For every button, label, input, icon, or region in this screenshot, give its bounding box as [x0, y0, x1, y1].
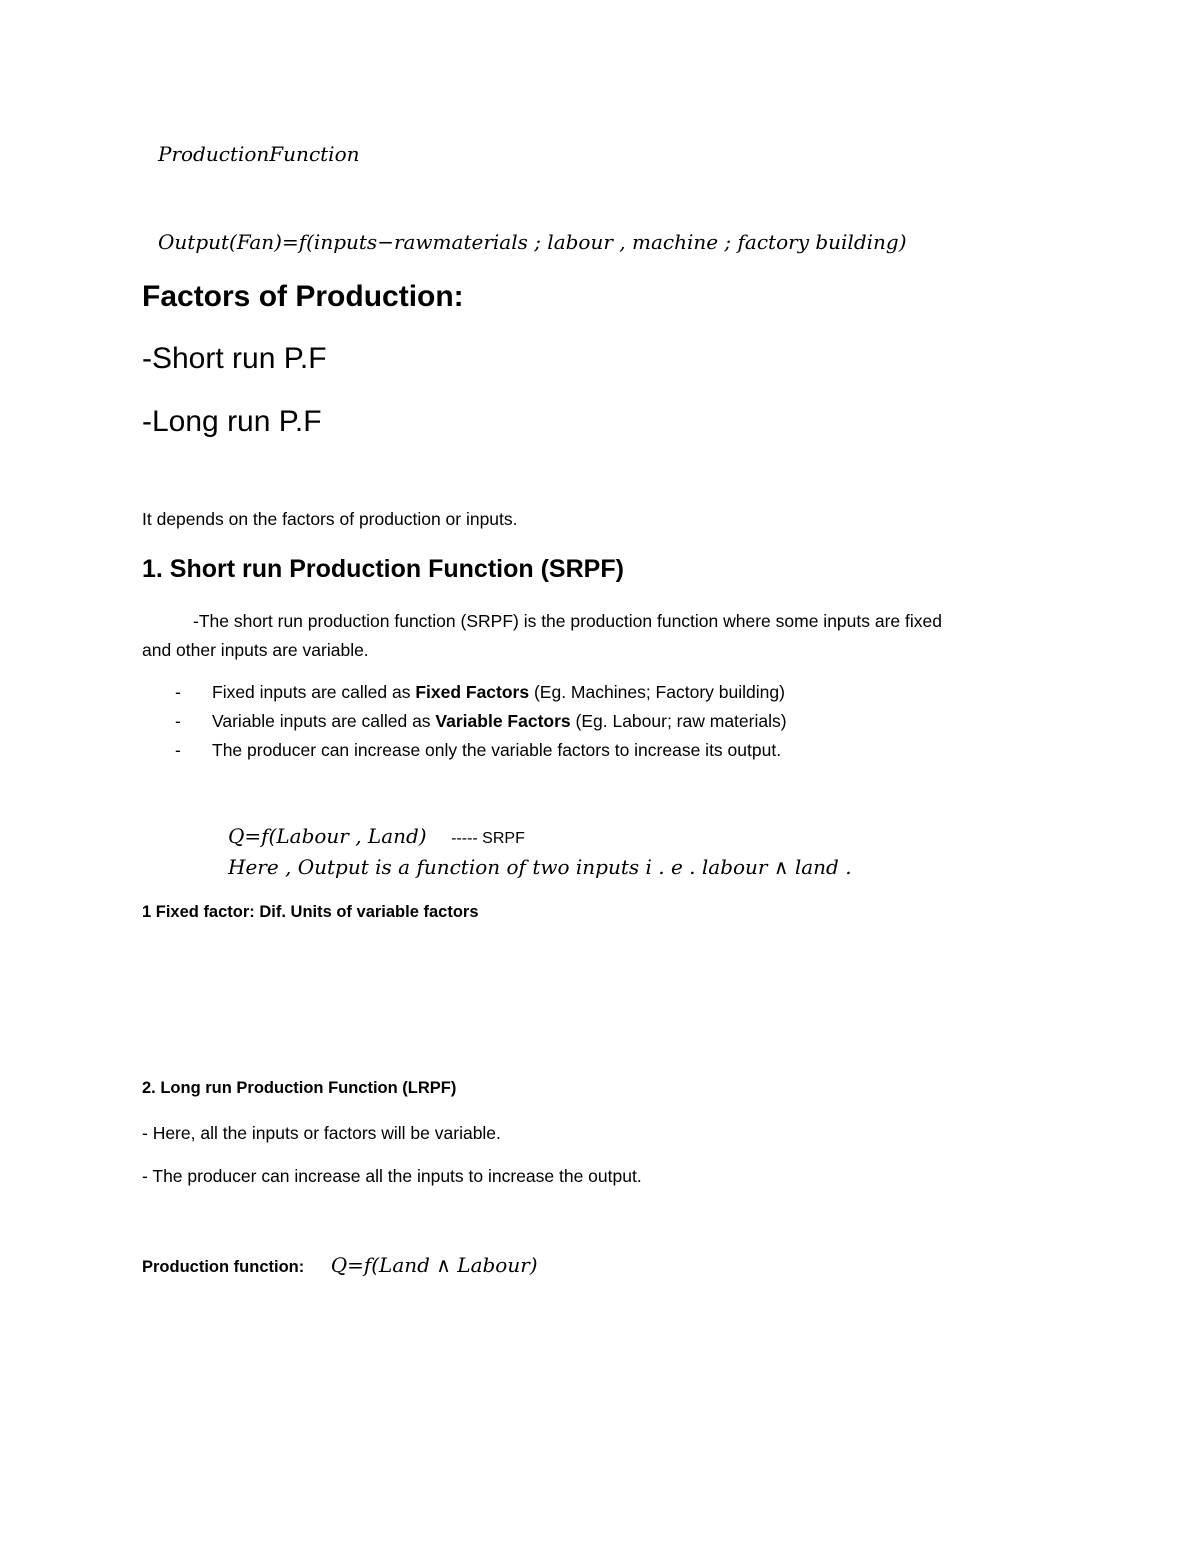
- bullet-variable-inputs: [0, 711, 1200, 735]
- equation-q: Q=f(Labour , Land): [228, 824, 427, 848]
- srpf-definition-line2: and other inputs are variable.: [142, 640, 369, 660]
- production-function-label: Production function:: [142, 1258, 305, 1276]
- lrpf-line2: - The producer can increase all the inputs to increase the output.: [142, 1166, 642, 1186]
- bullet-text: [212, 682, 785, 703]
- bullet-dash: -: [175, 682, 181, 702]
- fixed-factor-line: 1 Fixed factor: Dif. Units of variable factors: [142, 903, 479, 921]
- bullet-pre: Fixed inputs are called as: [212, 682, 416, 702]
- bullet-dash: -: [175, 740, 181, 760]
- bullet-post: (Eg. Machines; Factory building): [529, 682, 785, 702]
- bullet-pre: The producer can increase only the variable factors to increase its output.: [212, 740, 782, 760]
- srpf-heading: 1. Short run Production Function (SRPF): [142, 555, 624, 583]
- bullet-fixed-inputs: [0, 682, 1200, 706]
- bullet-strong: Fixed Factors: [415, 682, 530, 702]
- srpf-definition-line1: -The short run production function (SRPF) is the production function where some inputs are fixed: [193, 611, 942, 631]
- factors-heading: Factors of Production:: [142, 280, 464, 313]
- equation-title: ProductionFunction: [158, 142, 360, 166]
- bullet-text: [212, 711, 787, 732]
- lrpf-heading: 2. Long run Production Function (LRPF): [142, 1079, 457, 1097]
- short-run-item: -Short run P.F: [142, 342, 327, 375]
- production-function-equation: Q=f(Land ∧ Labour): [330, 1253, 538, 1277]
- bullet-text: [212, 740, 781, 761]
- lrpf-line1: - Here, all the inputs or factors will be variable.: [142, 1123, 501, 1143]
- bullet-pre: Variable inputs are called as: [212, 711, 436, 731]
- bullet-producer-increase: [0, 740, 1200, 764]
- equation-output: Output(Fan)=f(inputs−rawmaterials ; labour , machine ; factory building): [158, 230, 907, 254]
- production-function-row: [142, 1253, 538, 1277]
- depends-text: It depends on the factors of production or inputs.: [142, 509, 518, 529]
- bullet-dash: -: [175, 711, 181, 731]
- equation-q-note: ----- SRPF: [451, 830, 525, 847]
- equation-here: Here , Output is a function of two inputs i . e . labour ∧ land .: [228, 855, 852, 879]
- long-run-item: -Long run P.F: [142, 405, 322, 438]
- equation-q-row: [228, 824, 525, 848]
- bullet-post: (Eg. Labour; raw materials): [570, 711, 787, 731]
- bullet-strong: Variable Factors: [435, 711, 571, 731]
